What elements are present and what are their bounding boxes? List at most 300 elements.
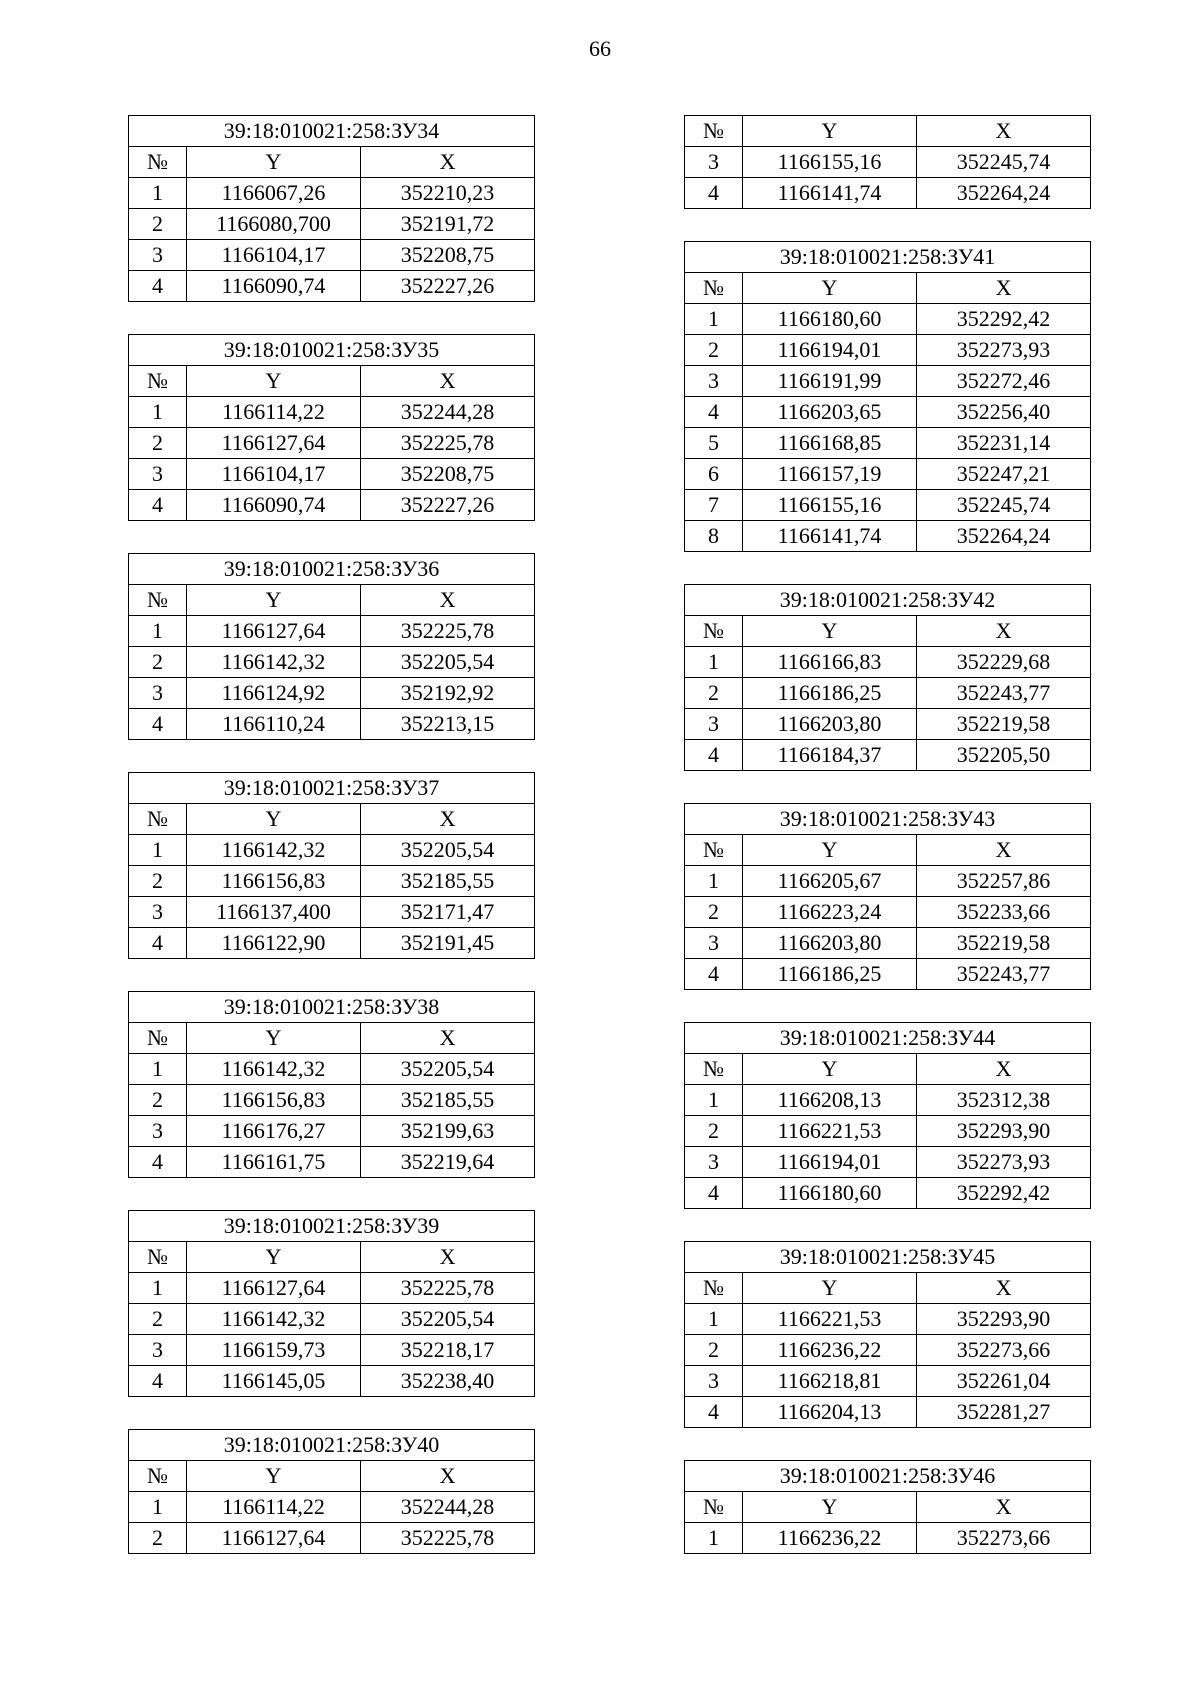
coordinates-table xyxy=(128,1429,535,1554)
table-title: 39:18:010021:258:ЗУ36 xyxy=(129,554,535,585)
point-number: 4 xyxy=(685,1178,743,1209)
point-number: 8 xyxy=(685,521,743,552)
x-coordinate: 352243,77 xyxy=(917,678,1091,709)
header-x: X xyxy=(917,1273,1091,1304)
table-gap xyxy=(128,302,534,334)
point-number: 1 xyxy=(129,835,187,866)
x-coordinate: 352219,58 xyxy=(917,928,1091,959)
x-coordinate: 352205,54 xyxy=(361,1054,535,1085)
x-coordinate: 352244,28 xyxy=(361,1492,535,1523)
header-row xyxy=(129,1242,535,1273)
header-y: Y xyxy=(743,1273,917,1304)
point-number: 2 xyxy=(685,1335,743,1366)
header-x: X xyxy=(361,147,535,178)
table-row xyxy=(685,366,1091,397)
table-title: 39:18:010021:258:ЗУ41 xyxy=(685,242,1091,273)
point-number: 4 xyxy=(129,928,187,959)
x-coordinate: 352247,21 xyxy=(917,459,1091,490)
x-coordinate: 352210,23 xyxy=(361,178,535,209)
x-coordinate: 352205,50 xyxy=(917,740,1091,771)
x-coordinate: 352264,24 xyxy=(917,178,1091,209)
header-row xyxy=(685,1492,1091,1523)
x-coordinate: 352227,26 xyxy=(361,490,535,521)
point-number: 3 xyxy=(685,928,743,959)
table-row xyxy=(129,1335,535,1366)
table-row xyxy=(129,616,535,647)
header-y: Y xyxy=(743,116,917,147)
table-row xyxy=(129,178,535,209)
right-column xyxy=(684,115,1090,1554)
point-number: 3 xyxy=(129,459,187,490)
coordinates-table xyxy=(128,991,535,1178)
table-row xyxy=(129,835,535,866)
header-y: Y xyxy=(187,1461,361,1492)
table-row xyxy=(685,1397,1091,1428)
table-gap xyxy=(684,209,1090,241)
table-row xyxy=(129,1523,535,1554)
x-coordinate: 352225,78 xyxy=(361,616,535,647)
y-coordinate: 1166114,22 xyxy=(187,397,361,428)
table-title: 39:18:010021:258:ЗУ40 xyxy=(129,1430,535,1461)
table-row xyxy=(129,1116,535,1147)
point-number: 3 xyxy=(685,709,743,740)
table-gap xyxy=(684,552,1090,584)
table-row xyxy=(129,397,535,428)
table-row xyxy=(685,1304,1091,1335)
x-coordinate: 352191,45 xyxy=(361,928,535,959)
table-gap xyxy=(128,521,534,553)
coordinates-table xyxy=(684,1022,1091,1209)
table-gap xyxy=(684,771,1090,803)
point-number: 1 xyxy=(685,866,743,897)
x-coordinate: 352213,15 xyxy=(361,709,535,740)
point-number: 4 xyxy=(129,709,187,740)
header-x: X xyxy=(917,1492,1091,1523)
x-coordinate: 352227,26 xyxy=(361,271,535,302)
header-row xyxy=(129,147,535,178)
table-row xyxy=(685,490,1091,521)
table-row xyxy=(129,1273,535,1304)
table-title: 39:18:010021:258:ЗУ39 xyxy=(129,1211,535,1242)
header-x: X xyxy=(917,616,1091,647)
table-gap xyxy=(684,1428,1090,1460)
header-y: Y xyxy=(187,1242,361,1273)
x-coordinate: 352293,90 xyxy=(917,1304,1091,1335)
table-row xyxy=(685,1523,1091,1554)
header-row xyxy=(129,804,535,835)
point-number: 2 xyxy=(129,647,187,678)
y-coordinate: 1166194,01 xyxy=(743,335,917,366)
header-x: X xyxy=(361,804,535,835)
x-coordinate: 352245,74 xyxy=(917,490,1091,521)
table-row xyxy=(685,959,1091,990)
x-coordinate: 352256,40 xyxy=(917,397,1091,428)
header-x: X xyxy=(361,1023,535,1054)
header-y: Y xyxy=(187,366,361,397)
point-number: 2 xyxy=(685,678,743,709)
table-row xyxy=(685,304,1091,335)
y-coordinate: 1166090,74 xyxy=(187,490,361,521)
header-number: № xyxy=(129,1461,187,1492)
x-coordinate: 352218,17 xyxy=(361,1335,535,1366)
table-title: 39:18:010021:258:ЗУ46 xyxy=(685,1461,1091,1492)
table-row xyxy=(685,897,1091,928)
x-coordinate: 352185,55 xyxy=(361,866,535,897)
header-number: № xyxy=(685,116,743,147)
x-coordinate: 352231,14 xyxy=(917,428,1091,459)
y-coordinate: 1166142,32 xyxy=(187,647,361,678)
header-x: X xyxy=(361,366,535,397)
y-coordinate: 1166205,67 xyxy=(743,866,917,897)
y-coordinate: 1166127,64 xyxy=(187,1523,361,1554)
header-x: X xyxy=(917,835,1091,866)
point-number: 1 xyxy=(129,1054,187,1085)
y-coordinate: 1166156,83 xyxy=(187,1085,361,1116)
header-number: № xyxy=(129,1242,187,1273)
table-row xyxy=(129,490,535,521)
x-coordinate: 352192,92 xyxy=(361,678,535,709)
y-coordinate: 1166221,53 xyxy=(743,1116,917,1147)
x-coordinate: 352273,66 xyxy=(917,1523,1091,1554)
coordinates-table xyxy=(684,1241,1091,1428)
coordinates-table xyxy=(684,803,1091,990)
x-coordinate: 352225,78 xyxy=(361,1273,535,1304)
header-number: № xyxy=(129,147,187,178)
header-number: № xyxy=(129,804,187,835)
left-column xyxy=(128,115,534,1554)
point-number: 3 xyxy=(129,1335,187,1366)
coordinates-table xyxy=(128,115,535,302)
y-coordinate: 1166090,74 xyxy=(187,271,361,302)
table-row xyxy=(129,1492,535,1523)
x-coordinate: 352219,58 xyxy=(917,709,1091,740)
x-coordinate: 352191,72 xyxy=(361,209,535,240)
y-coordinate: 1166204,13 xyxy=(743,1397,917,1428)
x-coordinate: 352312,38 xyxy=(917,1085,1091,1116)
point-number: 1 xyxy=(685,647,743,678)
y-coordinate: 1166124,92 xyxy=(187,678,361,709)
table-row xyxy=(685,1366,1091,1397)
y-coordinate: 1166104,17 xyxy=(187,459,361,490)
x-coordinate: 352229,68 xyxy=(917,647,1091,678)
header-number: № xyxy=(685,1273,743,1304)
header-y: Y xyxy=(743,1492,917,1523)
table-row xyxy=(129,209,535,240)
point-number: 2 xyxy=(129,209,187,240)
y-coordinate: 1166218,81 xyxy=(743,1366,917,1397)
y-coordinate: 1166110,24 xyxy=(187,709,361,740)
point-number: 3 xyxy=(685,1147,743,1178)
coordinates-table xyxy=(684,115,1091,209)
table-row xyxy=(685,678,1091,709)
x-coordinate: 352208,75 xyxy=(361,459,535,490)
point-number: 3 xyxy=(685,1366,743,1397)
y-coordinate: 1166114,22 xyxy=(187,1492,361,1523)
y-coordinate: 1166155,16 xyxy=(743,490,917,521)
point-number: 2 xyxy=(685,335,743,366)
y-coordinate: 1166223,24 xyxy=(743,897,917,928)
point-number: 3 xyxy=(129,897,187,928)
y-coordinate: 1166191,99 xyxy=(743,366,917,397)
x-coordinate: 352264,24 xyxy=(917,521,1091,552)
table-row xyxy=(685,459,1091,490)
point-number: 1 xyxy=(685,304,743,335)
point-number: 4 xyxy=(685,740,743,771)
table-row xyxy=(129,897,535,928)
point-number: 4 xyxy=(685,959,743,990)
y-coordinate: 1166142,32 xyxy=(187,1054,361,1085)
page-number: 66 xyxy=(589,36,611,61)
table-row xyxy=(685,1178,1091,1209)
point-number: 3 xyxy=(685,147,743,178)
table-row xyxy=(685,709,1091,740)
x-coordinate: 352273,93 xyxy=(917,1147,1091,1178)
y-coordinate: 1166141,74 xyxy=(743,178,917,209)
header-x: X xyxy=(361,585,535,616)
y-coordinate: 1166221,53 xyxy=(743,1304,917,1335)
table-row xyxy=(685,1116,1091,1147)
table-gap xyxy=(684,1209,1090,1241)
header-y: Y xyxy=(743,616,917,647)
header-y: Y xyxy=(187,804,361,835)
header-y: Y xyxy=(187,585,361,616)
table-row xyxy=(685,178,1091,209)
y-coordinate: 1166180,60 xyxy=(743,1178,917,1209)
point-number: 4 xyxy=(129,1366,187,1397)
y-coordinate: 1166127,64 xyxy=(187,1273,361,1304)
point-number: 2 xyxy=(685,897,743,928)
table-gap xyxy=(684,990,1090,1022)
y-coordinate: 1166155,16 xyxy=(743,147,917,178)
point-number: 1 xyxy=(685,1085,743,1116)
header-row xyxy=(129,585,535,616)
header-y: Y xyxy=(743,1054,917,1085)
x-coordinate: 352233,66 xyxy=(917,897,1091,928)
y-coordinate: 1166080,700 xyxy=(187,209,361,240)
header-row xyxy=(685,273,1091,304)
table-title: 39:18:010021:258:ЗУ37 xyxy=(129,773,535,804)
y-coordinate: 1166208,13 xyxy=(743,1085,917,1116)
table-row xyxy=(129,1054,535,1085)
point-number: 3 xyxy=(129,240,187,271)
point-number: 1 xyxy=(685,1523,743,1554)
table-row xyxy=(129,647,535,678)
table-title: 39:18:010021:258:ЗУ43 xyxy=(685,804,1091,835)
header-y: Y xyxy=(187,147,361,178)
y-coordinate: 1166186,25 xyxy=(743,959,917,990)
point-number: 2 xyxy=(129,1304,187,1335)
header-x: X xyxy=(361,1242,535,1273)
coordinates-table xyxy=(128,553,535,740)
x-coordinate: 352281,27 xyxy=(917,1397,1091,1428)
y-coordinate: 1166104,17 xyxy=(187,240,361,271)
table-row xyxy=(129,928,535,959)
y-coordinate: 1166236,22 xyxy=(743,1523,917,1554)
header-x: X xyxy=(917,116,1091,147)
point-number: 2 xyxy=(129,1523,187,1554)
table-row xyxy=(129,459,535,490)
point-number: 1 xyxy=(129,178,187,209)
header-x: X xyxy=(917,1054,1091,1085)
point-number: 1 xyxy=(129,1273,187,1304)
header-y: Y xyxy=(187,1023,361,1054)
y-coordinate: 1166203,80 xyxy=(743,928,917,959)
y-coordinate: 1166067,26 xyxy=(187,178,361,209)
y-coordinate: 1166122,90 xyxy=(187,928,361,959)
table-gap xyxy=(128,959,534,991)
coordinates-table xyxy=(128,334,535,521)
y-coordinate: 1166184,37 xyxy=(743,740,917,771)
x-coordinate: 352292,42 xyxy=(917,1178,1091,1209)
point-number: 2 xyxy=(129,428,187,459)
y-coordinate: 1166203,80 xyxy=(743,709,917,740)
x-coordinate: 352293,90 xyxy=(917,1116,1091,1147)
header-number: № xyxy=(685,1492,743,1523)
y-coordinate: 1166127,64 xyxy=(187,616,361,647)
y-coordinate: 1166142,32 xyxy=(187,835,361,866)
x-coordinate: 352244,28 xyxy=(361,397,535,428)
header-number: № xyxy=(129,1023,187,1054)
point-number: 4 xyxy=(129,1147,187,1178)
point-number: 7 xyxy=(685,490,743,521)
y-coordinate: 1166176,27 xyxy=(187,1116,361,1147)
x-coordinate: 352272,46 xyxy=(917,366,1091,397)
table-row xyxy=(685,647,1091,678)
header-row xyxy=(129,366,535,397)
table-row xyxy=(129,1147,535,1178)
y-coordinate: 1166194,01 xyxy=(743,1147,917,1178)
x-coordinate: 352257,86 xyxy=(917,866,1091,897)
header-number: № xyxy=(129,366,187,397)
header-row xyxy=(685,616,1091,647)
header-row xyxy=(129,1023,535,1054)
header-number: № xyxy=(685,273,743,304)
x-coordinate: 352199,63 xyxy=(361,1116,535,1147)
point-number: 4 xyxy=(685,397,743,428)
y-coordinate: 1166137,400 xyxy=(187,897,361,928)
x-coordinate: 352171,47 xyxy=(361,897,535,928)
table-title: 39:18:010021:258:ЗУ42 xyxy=(685,585,1091,616)
point-number: 3 xyxy=(129,1116,187,1147)
point-number: 2 xyxy=(685,1116,743,1147)
coordinates-table xyxy=(684,1460,1091,1554)
header-row xyxy=(129,1461,535,1492)
point-number: 6 xyxy=(685,459,743,490)
table-row xyxy=(129,428,535,459)
table-row xyxy=(129,866,535,897)
x-coordinate: 352292,42 xyxy=(917,304,1091,335)
x-coordinate: 352273,66 xyxy=(917,1335,1091,1366)
point-number: 1 xyxy=(129,397,187,428)
table-row xyxy=(129,1085,535,1116)
table-row xyxy=(129,1304,535,1335)
table-row xyxy=(685,1335,1091,1366)
header-row xyxy=(685,1273,1091,1304)
table-row xyxy=(129,1366,535,1397)
table-row xyxy=(129,240,535,271)
x-coordinate: 352219,64 xyxy=(361,1147,535,1178)
x-coordinate: 352205,54 xyxy=(361,1304,535,1335)
coordinates-table xyxy=(128,772,535,959)
point-number: 1 xyxy=(129,616,187,647)
table-row xyxy=(129,271,535,302)
point-number: 3 xyxy=(685,366,743,397)
header-number: № xyxy=(685,616,743,647)
table-row xyxy=(685,428,1091,459)
table-row xyxy=(685,147,1091,178)
x-coordinate: 352245,74 xyxy=(917,147,1091,178)
point-number: 5 xyxy=(685,428,743,459)
table-gap xyxy=(128,1178,534,1210)
y-coordinate: 1166236,22 xyxy=(743,1335,917,1366)
header-row xyxy=(685,835,1091,866)
table-row xyxy=(685,1085,1091,1116)
header-number: № xyxy=(685,1054,743,1085)
table-title: 39:18:010021:258:ЗУ44 xyxy=(685,1023,1091,1054)
x-coordinate: 352208,75 xyxy=(361,240,535,271)
y-coordinate: 1166168,85 xyxy=(743,428,917,459)
table-row xyxy=(129,678,535,709)
coordinates-table xyxy=(684,584,1091,771)
table-row xyxy=(129,709,535,740)
x-coordinate: 352238,40 xyxy=(361,1366,535,1397)
y-coordinate: 1166156,83 xyxy=(187,866,361,897)
y-coordinate: 1166186,25 xyxy=(743,678,917,709)
x-coordinate: 352205,54 xyxy=(361,647,535,678)
table-row xyxy=(685,866,1091,897)
table-gap xyxy=(128,740,534,772)
y-coordinate: 1166142,32 xyxy=(187,1304,361,1335)
table-row xyxy=(685,521,1091,552)
y-coordinate: 1166145,05 xyxy=(187,1366,361,1397)
table-row xyxy=(685,397,1091,428)
point-number: 1 xyxy=(129,1492,187,1523)
table-title: 39:18:010021:258:ЗУ34 xyxy=(129,116,535,147)
y-coordinate: 1166161,75 xyxy=(187,1147,361,1178)
x-coordinate: 352225,78 xyxy=(361,1523,535,1554)
x-coordinate: 352243,77 xyxy=(917,959,1091,990)
header-number: № xyxy=(129,585,187,616)
x-coordinate: 352205,54 xyxy=(361,835,535,866)
coordinates-table xyxy=(684,241,1091,552)
table-row xyxy=(685,1147,1091,1178)
header-x: X xyxy=(917,273,1091,304)
point-number: 2 xyxy=(129,1085,187,1116)
y-coordinate: 1166157,19 xyxy=(743,459,917,490)
table-title: 39:18:010021:258:ЗУ45 xyxy=(685,1242,1091,1273)
header-y: Y xyxy=(743,835,917,866)
y-coordinate: 1166203,65 xyxy=(743,397,917,428)
point-number: 3 xyxy=(129,678,187,709)
point-number: 4 xyxy=(129,490,187,521)
header-row xyxy=(685,116,1091,147)
y-coordinate: 1166141,74 xyxy=(743,521,917,552)
y-coordinate: 1166127,64 xyxy=(187,428,361,459)
point-number: 4 xyxy=(685,178,743,209)
header-row xyxy=(685,1054,1091,1085)
table-gap xyxy=(128,1397,534,1429)
x-coordinate: 352185,55 xyxy=(361,1085,535,1116)
y-coordinate: 1166180,60 xyxy=(743,304,917,335)
point-number: 1 xyxy=(685,1304,743,1335)
table-row xyxy=(685,335,1091,366)
coordinates-table xyxy=(128,1210,535,1397)
table-row xyxy=(685,740,1091,771)
table-title: 39:18:010021:258:ЗУ35 xyxy=(129,335,535,366)
point-number: 4 xyxy=(685,1397,743,1428)
table-title: 39:18:010021:258:ЗУ38 xyxy=(129,992,535,1023)
point-number: 4 xyxy=(129,271,187,302)
